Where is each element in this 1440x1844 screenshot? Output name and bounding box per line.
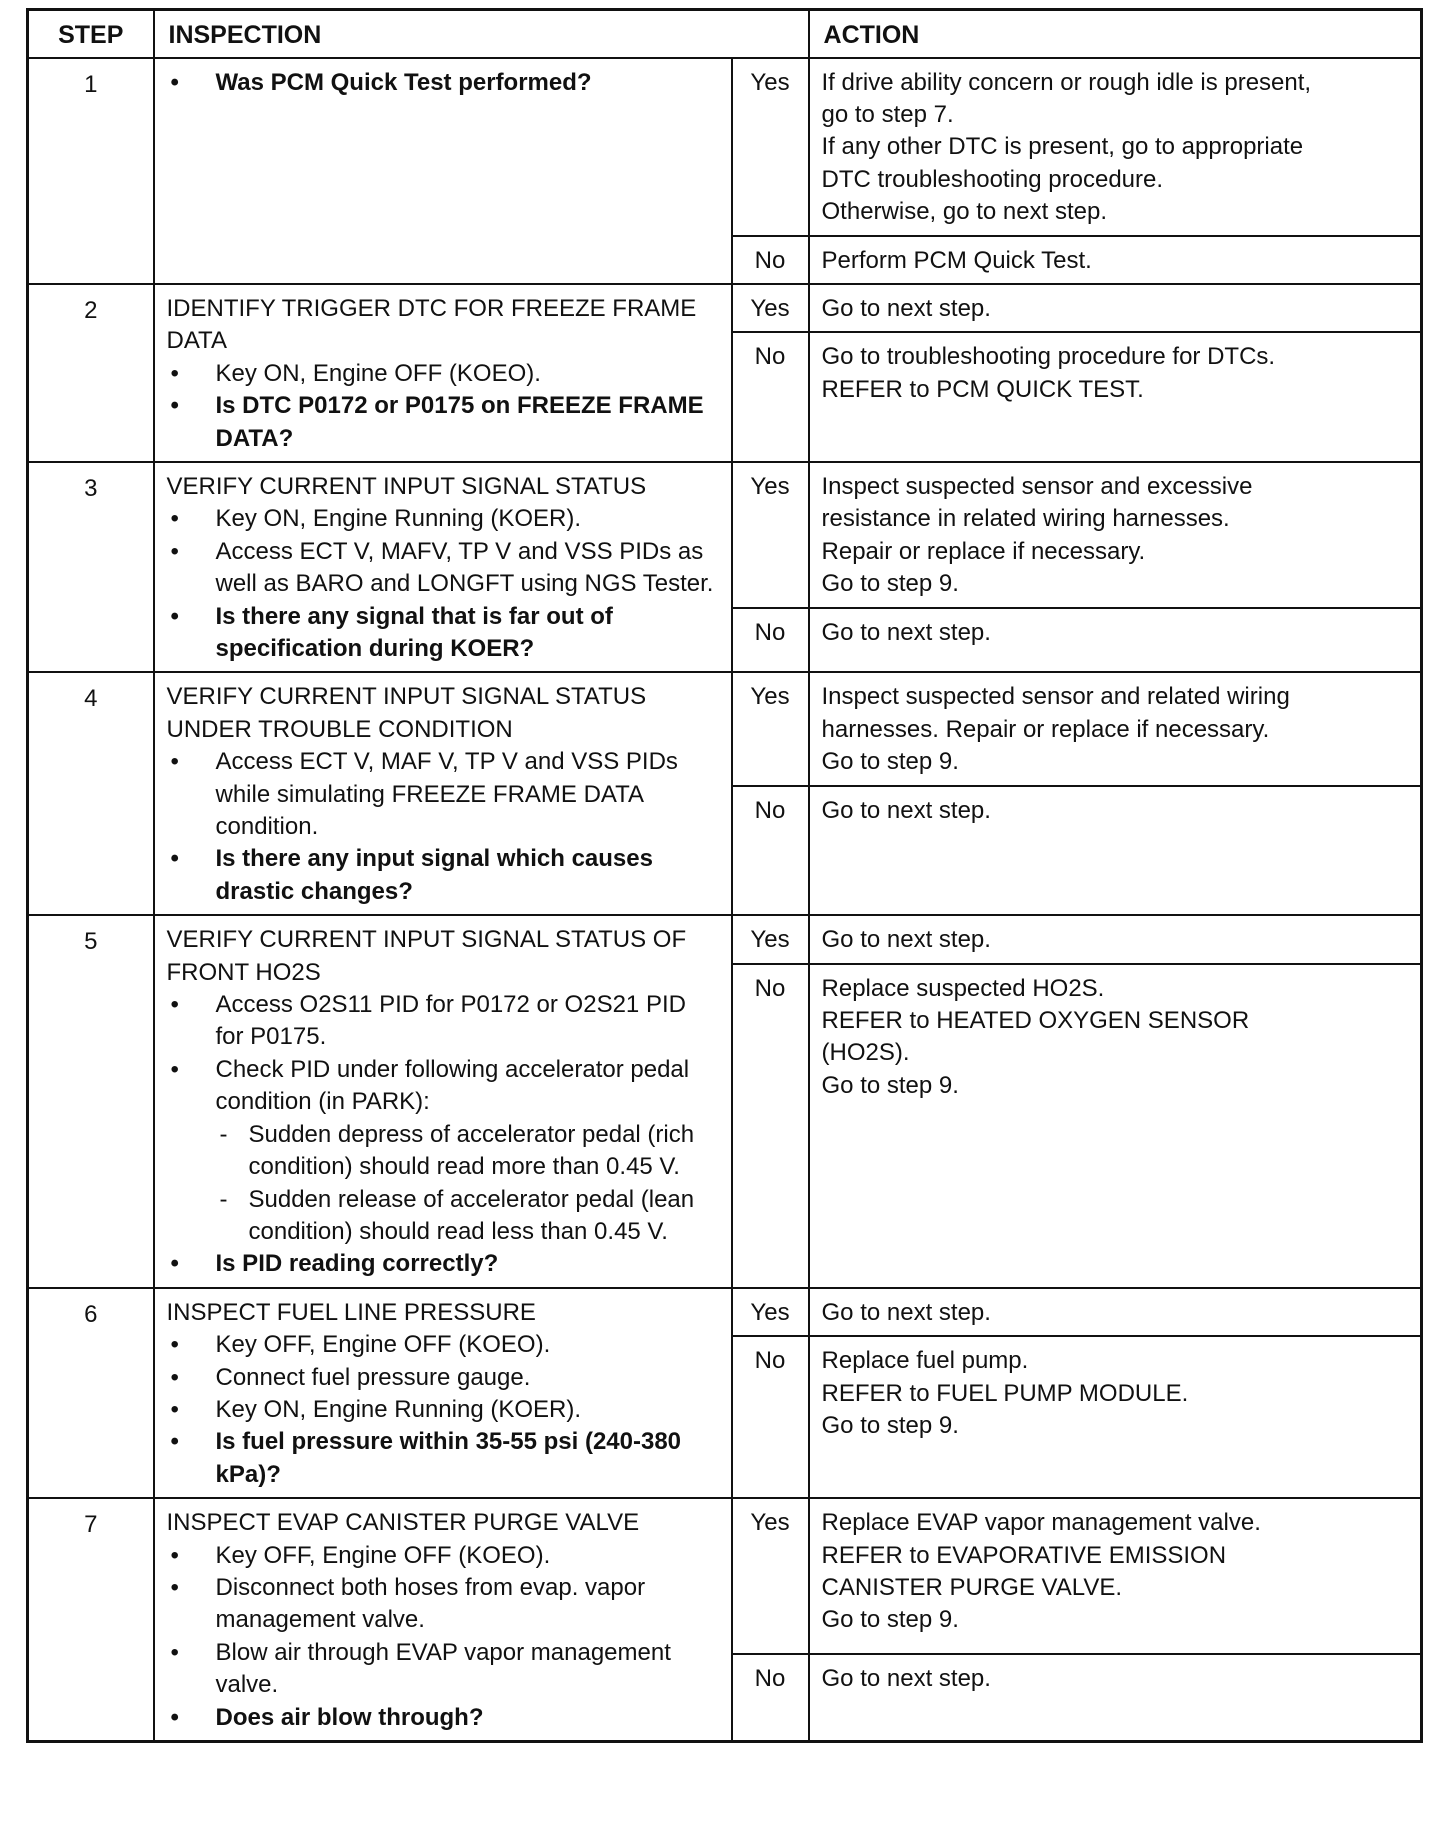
inspection-bullet: • Key ON, Engine Running (KOER). <box>167 1394 721 1426</box>
inspection-question: • Was PCM Quick Test performed? <box>167 67 721 99</box>
yes-action-line: If any other DTC is present, go to appropriate <box>821 133 1304 161</box>
step-number: 1 <box>28 58 154 284</box>
no-action-line: Replace suspected HO2S. <box>821 974 1105 1002</box>
no-action <box>809 1654 1422 1741</box>
yes-label: Yes <box>732 1288 809 1336</box>
yes-action <box>809 284 1422 332</box>
no-action-line: Perform PCM Quick Test. <box>821 246 1092 274</box>
inspection-bullet: • Access O2S11 PID for P0172 or O2S21 PID for P0175. <box>167 989 721 1054</box>
inspection-title: INSPECT EVAP CANISTER PURGE VALVE <box>166 1509 640 1537</box>
inspection-bullet: • Key ON, Engine OFF (KOEO). <box>167 358 721 390</box>
inspection-cell <box>154 1288 732 1498</box>
step-row-6-yes <box>28 1288 1422 1336</box>
step-number: 2 <box>28 284 154 462</box>
yes-action-line: Otherwise, go to next step. <box>821 198 1107 226</box>
inspection-bullet: • Key ON, Engine Running (KOER). <box>167 503 721 535</box>
no-action-line: Go to next step. <box>821 1665 991 1693</box>
step-row-4-yes <box>28 672 1422 785</box>
no-label: No <box>732 1654 809 1741</box>
step-number: 3 <box>28 462 154 672</box>
yes-action-line: harnesses. Repair or replace if necessary. <box>821 715 1270 743</box>
inspection-title: VERIFY CURRENT INPUT SIGNAL STATUS OF FRONT HO2S <box>166 926 687 986</box>
no-label: No <box>732 236 809 284</box>
inspection-question: • Is there any signal that is far out of specification during KOER? <box>167 601 721 666</box>
no-action <box>809 964 1422 1288</box>
yes-action <box>809 672 1422 785</box>
yes-action <box>809 1498 1422 1654</box>
step-row-1-yes <box>28 58 1422 236</box>
yes-action-line: resistance in related wiring harnesses. <box>821 505 1230 533</box>
no-action-line: Go to next step. <box>821 796 991 824</box>
no-label: No <box>732 786 809 916</box>
inspection-cell <box>154 672 732 915</box>
inspection-title: IDENTIFY TRIGGER DTC FOR FREEZE FRAME DATA <box>166 294 697 355</box>
inspection-question: • Does air blow through? <box>167 1702 721 1734</box>
no-label: No <box>732 332 809 462</box>
inspection-dash-item: - Sudden release of accelerator pedal (lean condition) should read less than 0.45 V. <box>216 1184 721 1249</box>
step-number: 5 <box>28 915 154 1287</box>
yes-action <box>809 1288 1422 1336</box>
inspection-bullet: • Access ECT V, MAF V, TP V and VSS PIDs while simulating FREEZE FRAME DATA condition. <box>167 746 721 843</box>
yes-label: Yes <box>732 284 809 332</box>
no-action-line: Replace fuel pump. <box>821 1347 1029 1375</box>
yes-label: Yes <box>732 915 809 963</box>
yes-label: Yes <box>732 462 809 608</box>
inspection-cell <box>154 284 732 462</box>
yes-action-line: Inspect suspected sensor and excessive <box>821 472 1253 500</box>
no-action <box>809 332 1422 462</box>
step-row-3-yes <box>28 462 1422 608</box>
inspection-title: VERIFY CURRENT INPUT SIGNAL STATUS <box>166 472 647 500</box>
inspection-dash-item: - Sudden depress of accelerator pedal (rich condition) should read more than 0.45 V. <box>216 1119 721 1184</box>
no-action-line: (HO2S). <box>821 1039 910 1067</box>
yes-action-line: REFER to EVAPORATIVE EMISSION <box>821 1541 1227 1569</box>
yes-action <box>809 915 1422 963</box>
inspection-bullet-list <box>167 1540 721 1734</box>
yes-action-line: Repair or replace if necessary. <box>821 537 1146 565</box>
no-label: No <box>732 608 809 673</box>
inspection-question: • Is there any input signal which causes drastic changes? <box>167 843 721 908</box>
inspection-cell <box>154 58 732 284</box>
inspection-title: INSPECT FUEL LINE PRESSURE <box>166 1298 536 1326</box>
inspection-column-header: INSPECTION <box>154 10 809 58</box>
inspection-bullet-list <box>167 67 721 99</box>
step-number: 6 <box>28 1288 154 1498</box>
inspection-bullet: • Connect fuel pressure gauge. <box>167 1362 721 1394</box>
no-label: No <box>732 1336 809 1498</box>
diagnostic-procedure-table <box>26 8 1423 1743</box>
yes-action-line: Go to step 9. <box>821 1606 959 1634</box>
yes-action-line: Go to next step. <box>821 1298 991 1326</box>
yes-action <box>809 462 1422 608</box>
inspection-bullet: • Blow air through EVAP vapor management valve. <box>167 1637 721 1702</box>
yes-action-line: CANISTER PURGE VALVE. <box>821 1573 1123 1601</box>
inspection-bullet: • Check PID under following accelerator pedal condition (in PARK): <box>167 1054 721 1119</box>
no-label: No <box>732 964 809 1288</box>
yes-action-line: go to step 7. <box>821 100 954 128</box>
inspection-bullet: • Access ECT V, MAFV, TP V and VSS PIDs as well as BARO and LONGFT using NGS Tester. <box>167 536 721 601</box>
inspection-bullet-list <box>167 746 721 908</box>
step-row-7-yes <box>28 1498 1422 1654</box>
no-action <box>809 608 1422 673</box>
inspection-question: • Is fuel pressure within 35-55 psi (240-380 kPa)? <box>167 1426 721 1491</box>
no-action <box>809 1336 1422 1498</box>
inspection-cell <box>154 462 732 672</box>
step-row-2-yes <box>28 284 1422 332</box>
step-number: 4 <box>28 672 154 915</box>
no-action-line: Go to next step. <box>821 618 991 646</box>
no-action-line: Go to step 9. <box>821 1411 959 1439</box>
yes-label: Yes <box>732 1498 809 1654</box>
dash-list-item <box>167 1119 721 1249</box>
no-action <box>809 236 1422 284</box>
inspection-title: VERIFY CURRENT INPUT SIGNAL STATUS UNDER TROUBLE CONDITION <box>166 683 647 743</box>
inspection-bullet: • Key OFF, Engine OFF (KOEO). <box>167 1540 721 1572</box>
inspection-cell <box>154 915 732 1287</box>
step-column-header: STEP <box>28 10 154 58</box>
header-row <box>28 10 1422 58</box>
no-action-line: Go to troubleshooting procedure for DTCs. <box>821 343 1276 371</box>
no-action <box>809 786 1422 916</box>
yes-action-line: Go to step 9. <box>821 570 959 598</box>
inspection-dash-list <box>216 1119 721 1249</box>
steps-body <box>28 58 1422 1742</box>
yes-action-line: DTC troubleshooting procedure. <box>821 165 1164 193</box>
yes-action-line: Go to step 9. <box>821 748 959 776</box>
inspection-bullet: • Disconnect both hoses from evap. vapor management valve. <box>167 1572 721 1637</box>
inspection-bullet: • Key OFF, Engine OFF (KOEO). <box>167 1329 721 1361</box>
inspection-bullet-list <box>167 358 721 455</box>
yes-label: Yes <box>732 672 809 785</box>
inspection-bullet-list <box>167 1329 721 1491</box>
no-action-line: REFER to HEATED OXYGEN SENSOR <box>821 1007 1250 1035</box>
step-row-5-yes <box>28 915 1422 963</box>
inspection-question: • Is DTC P0172 or P0175 on FREEZE FRAME DATA? <box>167 390 721 455</box>
yes-action-line: If drive ability concern or rough idle is present, <box>821 68 1312 96</box>
no-action-line: REFER to PCM QUICK TEST. <box>821 375 1144 403</box>
yes-action-line: Go to next step. <box>821 294 991 322</box>
yes-action <box>809 58 1422 236</box>
inspection-bullet-list <box>167 503 721 665</box>
no-action-line: REFER to FUEL PUMP MODULE. <box>821 1379 1189 1407</box>
step-number: 7 <box>28 1498 154 1741</box>
yes-label: Yes <box>732 58 809 236</box>
yes-action-line: Replace EVAP vapor management valve. <box>821 1509 1261 1537</box>
inspection-question: • Is PID reading correctly? <box>167 1248 721 1280</box>
inspection-bullet-list <box>167 989 721 1281</box>
yes-action-line: Inspect suspected sensor and related wiring <box>821 683 1290 711</box>
inspection-cell <box>154 1498 732 1741</box>
no-action-line: Go to step 9. <box>821 1071 959 1099</box>
action-column-header: ACTION <box>809 10 1422 58</box>
yes-action-line: Go to next step. <box>821 926 991 954</box>
